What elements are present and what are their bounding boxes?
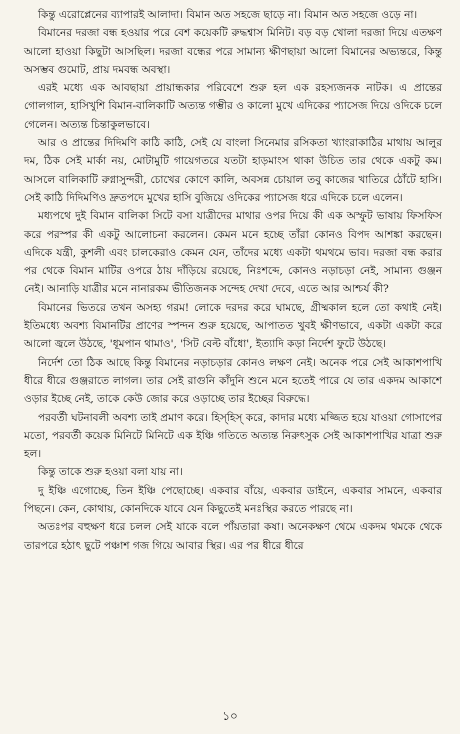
paragraph-11: অতঃপর বহুক্ষণ ধরে চলল সেই যাকে বলে পাঁয়তারা কষা। অনেকক্ষণ থেমে একদম থমকে থেকে তারপরে হঠাৎ ছুটে পঞ্চাশ গজ গিয়ে আবার স্থির। এর পর ধীরে ধীরে — [24, 521, 442, 552]
paragraph-7: নির্দেশ তো ঠিক আছে কিন্তু বিমানের নড়াচড়ার কোনও লক্ষণ নেই। অনেক পরে সেই আকাশপাখি ধীরে ধীরে গুঞ্জরাতে লাগল। তার সেই রাগুনি কাঁদুনি শুনে মনে হতেই পারে যে তার একদম আকাশে ওড়ার ইচ্ছে নেই, তাকে কেউ জোর করে ওড়াচ্ছে তার ইচ্ছের বিরুদ্ধে। — [24, 356, 442, 406]
paragraph-1: কিন্তু এরোপ্লেনের ব্যাপারই আলাদা। বিমান অত সহজে ছাড়ে না। বিমান অত সহজে ওড়ে না। — [38, 9, 418, 21]
paragraph-2: বিমানের দরজা বন্ধ হওয়ার পরে বেশ কয়েকটি রুদ্ধশ্বাস মিনিট। বড় বড় খোলা দরজা দিয়ে এতক্ষণ আলো হাওয়া কিছুটা আসছিল। দরজা বন্ধের পরে সামান্য ক্ষীণছায়া আলো বিমানের অভ্যন্তরে, কিন্তু অসম্ভব গুমোট, প্রায় দমবন্ধ অবস্থা। — [24, 27, 442, 76]
body-text — [24, 6, 442, 555]
paragraph-3: এরই মধ্যে এক আবছায়া প্রায়ান্ধকার পরিবেশে শুরু হল এক রহস্যজনক নাটক। এ প্রান্তের গোলগাল, হাসিখুশি বিমান-বালিকাটি অত্যন্ত গম্ভীর ও কালো মুখে এদিকের প্যাসেজ দিয়ে ওদিকে চলে গেলেন। অত্যন্ত চিন্তাকুলভাবে। — [24, 82, 442, 131]
page-number: ১০ — [222, 709, 238, 723]
paragraph-4: আর ও প্রান্তের দিদিমণি কাঠি কাঠি, সেই যে বাংলা সিনেমার রসিকতা খ্যাংরাকাঠির মাথায় আলুর দম, ঠিক সেই মার্কা নয়, মোটামুটি গায়েগতরে যতটা হাড়মাংস থাকা উচিত তার থেকে একটু কম। আসলে বালিকাটি রুগ্নাসুন্দরী, চোখের কোণে কালি, অবসন্ন চোয়াল তবু কাজের খাতিরে ঠোঁটে হাসি। সেই কাঠি দিদিমণিও দ্রুতপদে মুখের হাসি বুজিয়ে ওদিকের প্যাসেজ ধরে এদিকে চলে এলেন। — [24, 137, 442, 204]
paragraph-10: দু ইঞ্চি এগোচ্ছে, তিন ইঞ্চি পেছোচ্ছে। একবার বাঁয়ে, একবার ডাইনে, একবার সামনে, একবার পিছনে। কেন, কোথায়, কোনদিকে যাবে যেন কিছুতেই মনঃস্থির করতে পারছে না। — [24, 484, 442, 516]
paragraph-5: মধ্যপথে দুই বিমান বালিকা সিটে বসা যাত্রীদের মাথার ওপর দিয়ে কী এক অস্ফুট ভাষায় ফিসফিস করে পরস্পর কী একটু আলোচনা করলেন। কেমন মনে হচ্ছে তাঁরা কোনও বিপদ আশঙ্কা করছেন। এদিকে যন্ত্রী, কুশলী এবং চালকেরাও কেমন যেন, তাঁদের মধ্যে একটা থমথমে ভাব। দরজা বন্ধ করার পর থেকে বিমান মাটির ওপরে ঠায় দাঁড়িয়ে রয়েছে, নিঃশব্দে, কোনও নড়াচড়া নেই, সামান্য গুঞ্জন নেই। আনাড়ি যাত্রীর মনে নানারকম ভীতিজনক সন্দেহ দেখা দেবে, এতে আর আশ্চর্য কী? — [24, 210, 442, 296]
paragraph-6: বিমানের ভিতরে তখন অসহ্য গরম! লোকে দরদর করে ঘামছে, গ্রীষ্মকাল হলে তো কথাই নেই। ইতিমধ্যে অবশ্য বিমানটির প্রাণের স্পন্দন শুরু হয়েছে, আপাতত খুবই ক্ষীণভাবে, একটা একটা করে আলো জ্বলে উঠছে, 'ধূমপান থামাও', 'সিট বেল্ট বাঁধো', ইত্যাদি কড়া নির্দেশ ফুটে উঠছে। — [24, 301, 442, 351]
paragraph-8: পরবর্তী ঘটনাবলী অবশ্য তাই প্রমাণ করে। হিস্‌হিস্ করে, কাদার মধ্যে মজ্জিত হয়ে যাওয়া গোসাপের মতো, পরবর্তী কয়েক মিনিটে মিনিটে এক ইঞ্চি গতিতে অত্যন্ত নিরুৎসুক সেই আকাশপাখির যাত্রা শুরু হল। — [24, 411, 442, 461]
paragraph-9: কিন্তু তাকে শুরু হওয়া বলা যায় না। — [38, 466, 183, 479]
